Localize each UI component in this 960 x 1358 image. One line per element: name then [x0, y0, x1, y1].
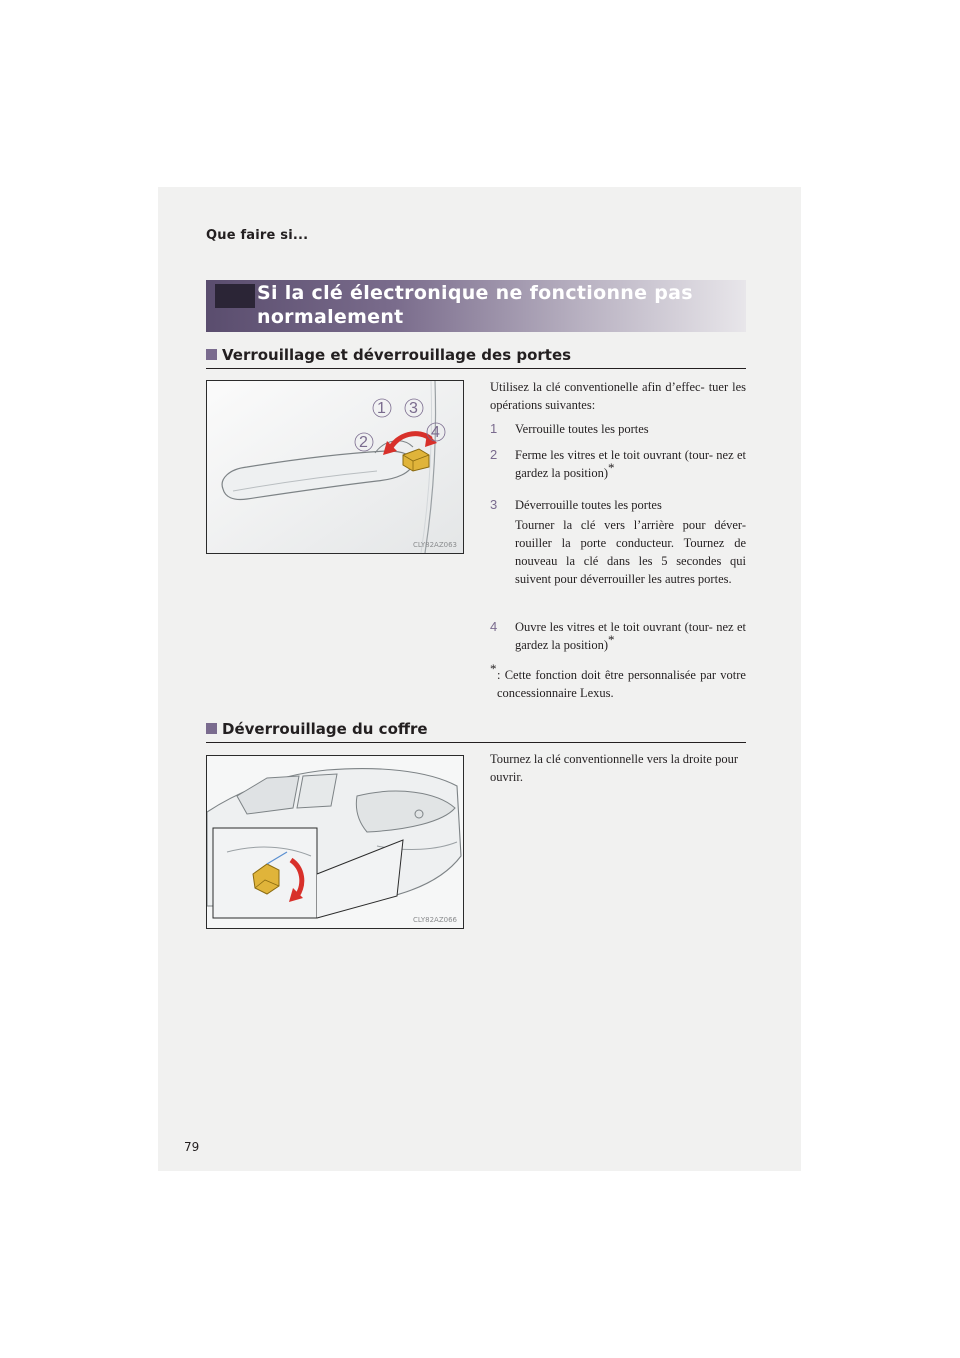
section-heading-text: Verrouillage et déverrouillage des portes	[222, 346, 572, 364]
item-4	[515, 618, 746, 654]
square-bullet-icon	[206, 349, 217, 360]
trunk-illustration	[207, 756, 463, 928]
asterisk-mark: *	[608, 459, 615, 475]
asterisk-mark: *	[608, 631, 615, 647]
item-3-text: Déverrouille toutes les portes	[515, 498, 662, 512]
section-heading-doors	[206, 346, 571, 364]
item-number-1: 1	[490, 421, 498, 436]
item-1-text: Verrouille toutes les portes	[515, 422, 649, 436]
trunk-instruction: Tournez la clé conventionnelle vers la droite pour ouvrir.	[490, 752, 738, 784]
section-divider	[206, 368, 746, 369]
intro-text: Utilisez la clé conventionelle afin d’effec- tuer les opérations suivantes:	[490, 380, 746, 412]
item-2	[515, 446, 746, 482]
callout-1: 1	[377, 400, 386, 417]
square-bullet-icon	[206, 723, 217, 734]
chapter-header: Que faire si...	[206, 228, 309, 243]
figure-code: CLY82AZ063	[413, 541, 457, 549]
page-title: Si la clé électronique ne fonctionne pas normalement	[257, 282, 693, 328]
asterisk-mark: *	[490, 660, 497, 676]
item-number-3: 3	[490, 497, 498, 512]
item-2-text: Ferme les vitres et le toit ouvrant (tour- nez et gardez la position)	[515, 448, 746, 480]
section-heading-trunk	[206, 720, 428, 738]
section-divider	[206, 742, 746, 743]
figure-code: CLY82AZ066	[413, 916, 457, 924]
callout-4: 4	[431, 424, 440, 441]
footnote-text: : Cette fonction doit être personnalisée par votre concessionnaire Lexus.	[497, 668, 746, 700]
callout-2: 2	[359, 434, 368, 451]
page-number: 79	[184, 1140, 200, 1154]
door-handle-illustration	[207, 381, 463, 553]
door-handle-figure	[206, 380, 464, 554]
item-3-detail: Tourner la clé vers l’arrière pour déver- rouiller la porte conducteur. Tournez de nouveau la clé dans les 5 secondes qui suivent pour déverrouiller les autres portes.	[515, 518, 746, 586]
item-4-text: Ouvre les vitres et le toit ouvrant (tour- nez et gardez la position)	[515, 620, 746, 652]
item-number-2: 2	[490, 447, 498, 462]
section-heading-text: Déverrouillage du coffre	[222, 720, 428, 738]
title-banner	[206, 280, 746, 332]
trunk-figure	[206, 755, 464, 929]
item-number-4: 4	[490, 619, 498, 634]
callout-3: 3	[409, 400, 418, 417]
banner-mark	[215, 284, 255, 308]
